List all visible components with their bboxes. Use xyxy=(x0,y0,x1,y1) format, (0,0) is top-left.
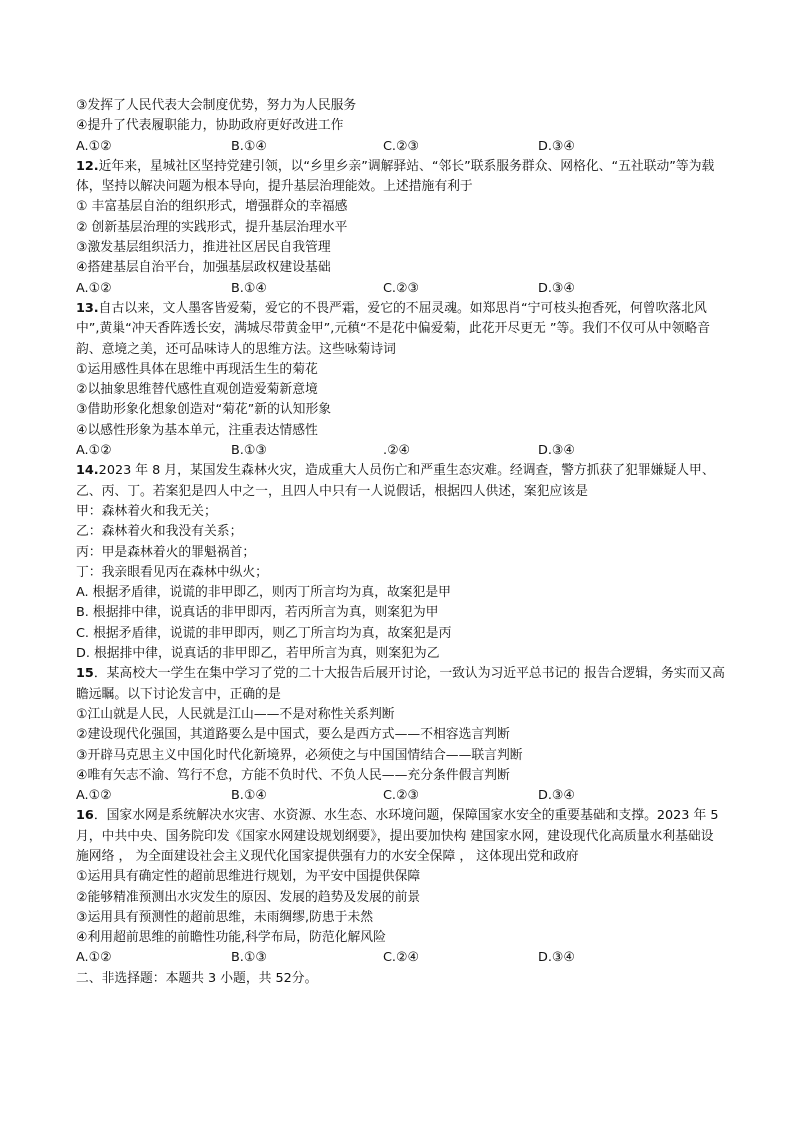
q15-option-b[interactable]: B.①④ xyxy=(231,788,267,804)
q13-options xyxy=(76,441,726,461)
q13-option-d[interactable]: D.③④ xyxy=(538,443,575,459)
q15-option-c[interactable]: C.②③ xyxy=(383,788,419,804)
exam-page xyxy=(76,96,726,989)
q16-stem xyxy=(76,806,726,867)
q16-option-a[interactable]: A.①② xyxy=(76,950,112,966)
q12-item-2: ② 创新基层治理的实践形式，提升基层治理水平 xyxy=(76,219,348,235)
q15-option-d[interactable]: D.③④ xyxy=(538,788,575,804)
q13-option-c[interactable]: .②④ xyxy=(383,443,411,459)
q15-item-1: ①江山就是人民，人民就是江山——不是对称性关系判断 xyxy=(76,706,395,722)
q13-stem xyxy=(76,299,726,360)
q13-stem-text: 自古以来，文人墨客皆爱菊，爱它的不畏严霜，爱它的不屈灵魂。如郑思肖“宁可枝头抱香死，何曾吹落北风中”,黄巢“冲天香阵透长安，满城尽带黄金甲”,元稹“不是花中偏爱菊，此花开尽更无 ”等。我们不仅可从中领略音韵、意境之美，还可品味诗人的思维方法。这些咏菊诗词 xyxy=(76,300,711,357)
q15-options xyxy=(76,786,726,806)
q15-item-2: ②建设现代化强国，其道路要么是中国式，要么是西方式——不相容选言判断 xyxy=(76,727,510,743)
q13-item-2: ②以抽象思维替代感性直观创造爱菊新意境 xyxy=(76,382,318,398)
q12-option-d[interactable]: D.③④ xyxy=(538,280,575,296)
q14-option-c[interactable]: C. 根据矛盾律，说谎的非甲即丙，则乙丁所言均为真，故案犯是丙 xyxy=(76,625,452,641)
q15-stem-text: ．某高校大一学生在集中学习了党的二十大报告后展开讨论，一致认为习近平总书记的 报告合逻辑，务实而又高瞻远瞩。以下讨论发言中，正确的是 xyxy=(76,666,725,702)
q14-stem xyxy=(76,461,726,502)
q16-number: 16 xyxy=(76,808,94,824)
q11-options xyxy=(76,137,726,157)
q12-item-4: ④搭建基层自治平台，加强基层政权建设基础 xyxy=(76,260,331,276)
q16-stem-text: ．国家水网是系统解决水灾害、水资源、水生态、水环境问题，保障国家水安全的重要基础和支撑。2023 年 5 月，中共中央、国务院印发《国家水网建设规划纲要》，提出要加快构 建国家水网，建设现代化高质量水利基础设施网络 ， 为全面建设社会主义现代化国家提供强有力的水安全保障 ， 这体现出党和政府 xyxy=(76,808,719,864)
q12-stem xyxy=(76,157,726,198)
q14-stem-text: 2023 年 8 月，某国发生森林火灾，造成重大人员伤亡和严重生态灾难。经调查，警方抓获了犯罪嫌疑人甲、乙、丙、丁。若案犯是四人中之一，且四人中只有一人说假话，根据四人供述，案犯应该是 xyxy=(76,463,715,499)
q12-option-a[interactable]: A.①② xyxy=(76,280,112,296)
q12-stem-text: 近年来，星城社区坚持党建引领，以“乡里乡亲”调解驿站、“邻长”联系服务群众、网格化、“五社联动”等为载体，坚持以解决问题为根本导向，提升基层治理能效。上述措施有利于 xyxy=(76,158,715,195)
q11-option-a[interactable]: A.①② xyxy=(76,138,112,154)
q16-item-3: ③运用具有预测性的超前思维，未雨绸缪,防患于未然 xyxy=(76,909,374,925)
q13-item-3: ③借助形象化想象创造对“菊花”新的认知形象 xyxy=(76,402,332,418)
q16-options xyxy=(76,948,726,968)
q14-option-b[interactable]: B. 根据排中律，说真话的非甲即丙，若丙所言为真，则案犯为甲 xyxy=(76,605,439,621)
section-2-heading: 二、非选择题：本题共 3 小题，共 52分。 xyxy=(76,970,318,986)
q16-item-2: ②能够精准预测出水灾发生的原因、发展的趋势及发展的前景 xyxy=(76,889,421,905)
q12-item-1: ① 丰富基层自治的组织形式，增强群众的幸福感 xyxy=(76,199,348,215)
q16-option-d[interactable]: D.③④ xyxy=(538,950,575,966)
q14-option-a[interactable]: A. 根据矛盾律，说谎的非甲即乙，则丙丁所言均为真，故案犯是甲 xyxy=(76,585,451,601)
q12-item-3: ③激发基层组织活力，推进社区居民自我管理 xyxy=(76,240,331,256)
q11-item-4: ④提升了代表履职能力，协助政府更好改进工作 xyxy=(76,118,344,134)
q12-option-c[interactable]: C.②③ xyxy=(383,280,419,296)
q11-option-d[interactable]: D.③④ xyxy=(538,138,575,154)
q11-item-3: ③发挥了人民代表大会制度优势，努力为人民服务 xyxy=(76,98,357,113)
q16-item-4: ④利用超前思维的前瞻性功能,科学布局，防范化解风险 xyxy=(76,930,386,946)
q14-number: 14. xyxy=(76,463,99,479)
q13-item-1: ①运用感性具体在思维中再现活生生的菊花 xyxy=(76,361,318,377)
q11-option-c[interactable]: C.②③ xyxy=(383,138,419,154)
q14-statement-yi: 乙：森林着火和我没有关系； xyxy=(76,524,243,540)
q15-stem xyxy=(76,664,726,705)
q13-number: 13. xyxy=(76,300,99,316)
q13-item-4: ④以感性形象为基本单元，注重表达情感性 xyxy=(76,422,318,438)
q13-option-b[interactable]: B.①③ xyxy=(231,443,267,459)
q14-statement-ding: 丁：我亲眼看见丙在森林中纵火； xyxy=(76,564,268,580)
q12-options xyxy=(76,279,726,299)
q14-statement-bing: 丙：甲是森林着火的罪魁祸首； xyxy=(76,544,256,560)
q16-item-1: ①运用具有确定性的超前思维进行规划，为平安中国提供保障 xyxy=(76,869,421,885)
q15-option-a[interactable]: A.①② xyxy=(76,788,112,804)
q14-statement-jia: 甲：森林着火和我无关； xyxy=(76,503,217,519)
q12-option-b[interactable]: B.①④ xyxy=(231,280,267,296)
q15-item-4: ④唯有矢志不渝、笃行不怠，方能不负时代、不负人民——充分条件假言判断 xyxy=(76,767,510,783)
q11-option-b[interactable]: B.①④ xyxy=(231,138,267,154)
q15-number: 15 xyxy=(76,666,94,682)
q16-option-c[interactable]: C.②④ xyxy=(383,950,419,966)
q12-number: 12. xyxy=(76,158,99,174)
q16-option-b[interactable]: B.①③ xyxy=(231,950,267,966)
q15-item-3: ③开辟马克思主义中国化时代化新境界，必须使之与中国国情结合——联言判断 xyxy=(76,747,523,763)
q14-option-d[interactable]: D. 根据排中律，说真话的非甲即乙，若甲所言为真，则案犯为乙 xyxy=(76,646,440,662)
q13-option-a[interactable]: A.①② xyxy=(76,443,112,459)
